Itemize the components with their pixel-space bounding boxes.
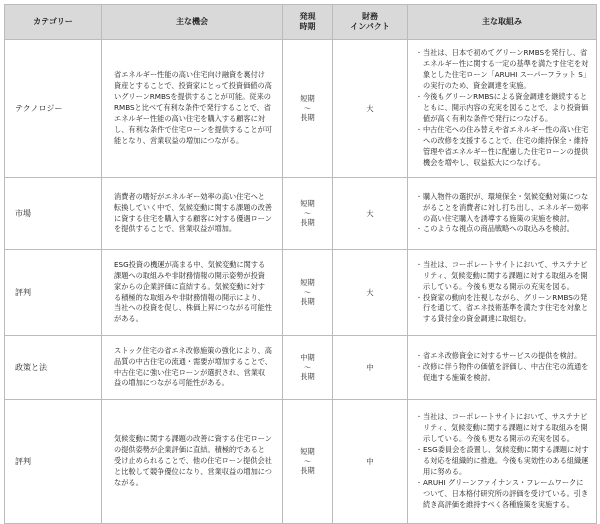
term-end: 長期	[300, 113, 315, 123]
term-cell	[283, 336, 333, 400]
opportunity-table	[4, 4, 597, 524]
table-row	[5, 250, 597, 336]
term-cell	[283, 40, 333, 178]
initiatives-list	[416, 412, 590, 510]
category-cell: 市場	[5, 178, 102, 250]
impact-cell: 中	[333, 400, 408, 524]
impact-cell: 大	[333, 250, 408, 336]
category-cell: テクノロジー	[5, 40, 102, 178]
term-start: 短期	[300, 278, 315, 288]
term-end: 長期	[300, 466, 315, 476]
category-cell: 政策と法	[5, 336, 102, 400]
term-start: 短期	[300, 199, 315, 209]
term-cell	[283, 250, 333, 336]
initiative-item: ・ このような視点の商品戦略への取込みを検討。	[416, 224, 590, 235]
table-body	[5, 40, 597, 524]
initiative-item: ・ ARUHI グリーンファイナンス・フレームワークについて、日本格付研究所の評価を受けている。引き続き高評価を維持すべく各種施策を実施する。	[416, 478, 590, 511]
header-category: カテゴリー	[5, 5, 102, 40]
initiative-item: ・ 改修に伴う物件の価値を評価し、中古住宅の流通を促進する施策を検討。	[416, 362, 590, 384]
term-start: 短期	[300, 94, 315, 104]
initiatives-list	[416, 351, 590, 384]
initiative-item: ・ 当社は、コーポレートサイトにおいて、サステナビリティ、気候変動に関する課題に対する取組みを開示している。今後も更なる開示の充実を図る。	[416, 260, 590, 293]
term-sep: 〜	[303, 456, 312, 466]
initiative-item: ・ 中古住宅への住み替えや省エネルギー性の高い住宅への改修を支援することで、住宅の維持保全・維持管理や省エネルギー性に配慮した住宅ローンの提供機会を増やし、収益拡大につなげる。	[416, 125, 590, 169]
initiatives-cell	[408, 250, 597, 336]
header-opportunity: 主な機会	[102, 5, 283, 40]
initiative-item: ・ 当社は、日本で初めてグリーンRMBSを発行し、省エネルギー性に関する一定の基準を満たす住宅を対象とした住宅ローン「ARUHI スーパーフラット S」の実行のため、資金調達を実施。	[416, 48, 590, 92]
impact-cell: 中	[333, 336, 408, 400]
category-cell: 評判	[5, 250, 102, 336]
initiative-item: ・ 当社は、コーポレートサイトにおいて、サステナビリティ、気候変動に関する課題に対する取組みを開示している。今後も更なる開示の充実を図る。	[416, 412, 590, 445]
term-end: 長期	[300, 218, 315, 228]
term-sep: 〜	[303, 103, 312, 113]
opportunity-cell: ストック住宅の省エネ改修施策の強化により、高品質の中古住宅の流通・需要が増加することで、中古住宅に強い住宅ローンが選択され、営業収益の増加につながる可能性がある。	[102, 336, 283, 400]
table-header-row	[5, 5, 597, 40]
initiatives-cell	[408, 40, 597, 178]
term-end: 長期	[300, 297, 315, 307]
term-sep: 〜	[303, 287, 312, 297]
term-start: 中期	[300, 353, 315, 363]
opportunity-cell: ESG投資の機運が高まる中、気候変動に関する課題への取組みや非財務情報の開示姿勢が投資家からの企業評価に直結する。気候変動に対する積極的な取組みや非財務情報の開示により、当社への投資を促し、株価上昇につながる可能性がある。	[102, 250, 283, 336]
header-impact: 財務 インパクト	[333, 5, 408, 40]
initiatives-cell	[408, 336, 597, 400]
term-end: 長期	[300, 372, 315, 382]
initiatives-list	[416, 48, 590, 168]
opportunity-cell: 省エネルギー性能の高い住宅向け融資を裏付け資産とすることで、投資家にとって投資価値の高いグリーンRMBSを提供することが可能。従来のRMBSと比べて有利な条件で発行することで、省エネルギー性能の高い住宅を購入する顧客に対し、有利な条件で住宅ローンを提供することが可能となり、営業収益の増加につながる。	[102, 40, 283, 178]
initiatives-list	[416, 192, 590, 236]
term-sep: 〜	[303, 362, 312, 372]
header-term: 発現 時期	[283, 5, 333, 40]
term-cell	[283, 178, 333, 250]
table-row	[5, 40, 597, 178]
initiatives-cell	[408, 400, 597, 524]
table-row	[5, 336, 597, 400]
term-sep: 〜	[303, 208, 312, 218]
initiatives-list	[416, 260, 590, 326]
opportunity-cell: 気候変動に関する課題の改善に資する住宅ローンの提供姿勢が企業評価に直結。積極的であると受け止められることで、他の住宅ローン提供会社と比較して競争優位になり、営業収益の増加につながる。	[102, 400, 283, 524]
initiative-item: ・ 購入物件の選択が、環境保全・気候変動対策につながることを消費者に対し打ち出し、エネルギー効率の高い住宅購入を誘導する施策の実施を検討。	[416, 192, 590, 225]
initiative-item: ・ ESG委員会を設置し、気候変動に関する課題に対する対応を組織的に推進。今後も実効性のある組織運用に努める。	[416, 445, 590, 478]
table-row	[5, 400, 597, 524]
initiative-item: ・ 省エネ改修資金に対するサービスの提供を検討。	[416, 351, 590, 362]
initiative-item: ・ 今後もグリーンRMBSによる資金調達を継続するとともに、開示内容の充実を図ることで、より投資価値が高く有利な条件で発行につなげる。	[416, 92, 590, 125]
initiatives-cell	[408, 178, 597, 250]
impact-cell: 大	[333, 178, 408, 250]
header-initiatives: 主な取組み	[408, 5, 597, 40]
initiative-item: ・ 投資家の動向を注視しながら、グリーンRMBSの発行を通じて、省エネ技術基準を満たす住宅を対象とする貸付金の資金調達に取組む。	[416, 293, 590, 326]
table-row	[5, 178, 597, 250]
term-start: 短期	[300, 447, 315, 457]
opportunity-cell: 消費者の嗜好がエネルギー効率の高い住宅へと転換していく中で、気候変動に関する課題の改善に資する住宅を購入する顧客に対する優遇ローンを提供することで、営業収益が増加。	[102, 178, 283, 250]
impact-cell: 大	[333, 40, 408, 178]
category-cell: 評判	[5, 400, 102, 524]
term-cell	[283, 400, 333, 524]
